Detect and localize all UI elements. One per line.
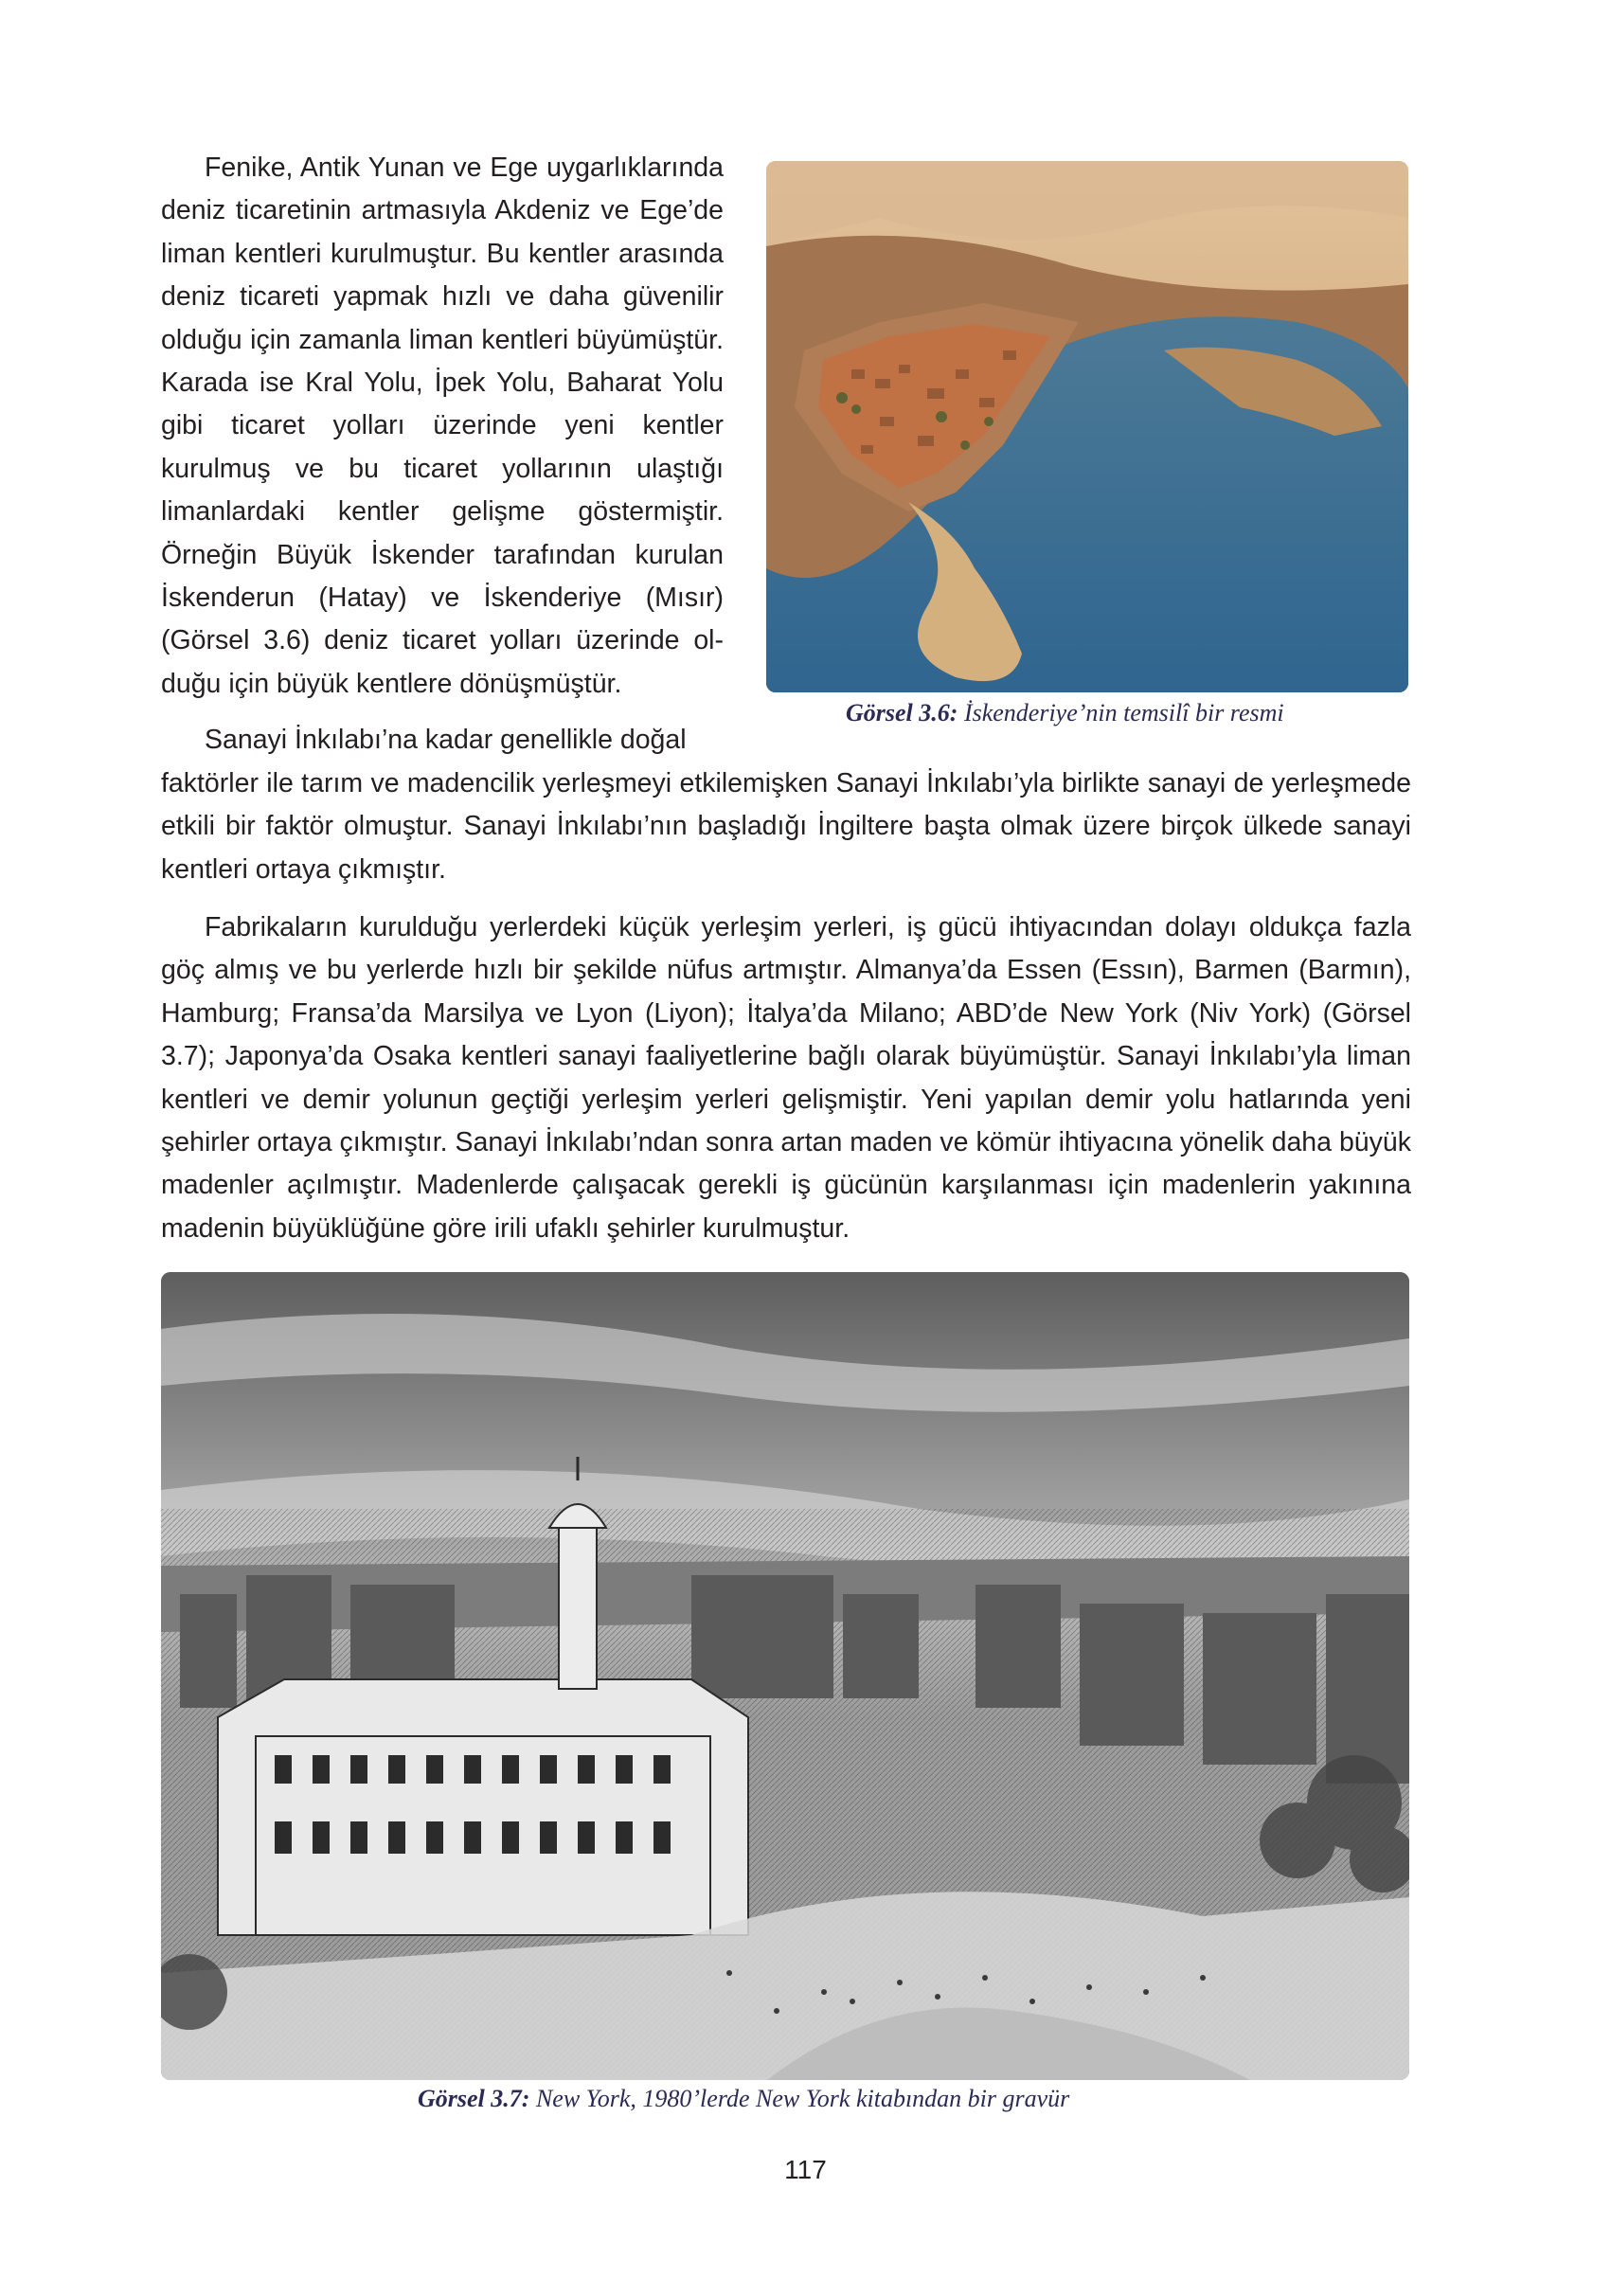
alexandria-illustration [766, 161, 1408, 692]
paragraph-industrial-revolution-rest: faktörler ile tarım ve madencilik yerleşmeyi etkilemişken Sanayi İnkılabı’yla birlikte sanayi de yerleşmede etkili bir faktör olmuştur. Sanayi İnkılabı’nın başladığı İngiltere başta olmak üzere birçok ülkede sanayi kentleri ortaya çıkmıştır. [161, 768, 1411, 885]
figure-label-3-7: Görsel 3.7: [418, 2085, 530, 2112]
paragraph-factory-cities: Fabrikaların kurulduğu yerlerdeki küçük yerleşim yerleri, iş gücü ihtiyacından dolayı oldukça fazla göç almış ve bu yerlerde hızlı bir şekilde nüfus artmıştır. Almanya’da Essen (Essın), Barmen (Barmın), Hamburg; Fransa’da Marsilya ve Lyon (Liyon); İtalya’da Milano; ABD’de New York (Niv York) (Görsel 3.7); Japonya’da Osaka kentleri sanayi faaliyetlerine bağlı olarak büyümüştür. Sanayi İnkılabı’yla liman kentleri ve demir yolunun geçtiği yerleşim yerleri gelişmiştir. Yeni yapılan demir yolu hatlarında yeni şehirler ortaya çıkmıştır. Sanayi İnkılabı’ndan sonra artan maden ve kömür ihtiyacına yönelik daha büyük madenler açılmıştır. Madenlerde çalışacak gerekli iş gücünün karşılanması için madenlerin yakınına madenin büyüklüğüne göre irili ufaklı şehirler kurulmuştur. [161, 912, 1411, 1244]
figure-label-3-6: Görsel 3.6: [846, 699, 958, 726]
page-number: 117 [784, 2155, 827, 2184]
paragraph-phoenicia-trade: Fenike, Antik Yunan ve Ege uygarlıklarında deniz ticaretinin artmasıyla Akdeniz ve Ege’de liman kentleri kurulmuştur. Bu kentler arasında deniz ticareti yapmak hızlı ve daha güvenilir olduğu için zamanla liman kentleri büyümüştür. Karada ise Kral Yolu, İpek Yolu, Baharat Yolu gibi ticaret yolları üzerinde yeni kentler kurulmuş ve bu ticaret yollarının ulaştığı limanlardaki kentler gelişme göstermiştir. Örneğin Büyük İskender tarafından kurulan İskenderun (Hatay) ve İskenderiye (Mısır) (Görsel 3.6) deniz ticaret yolları üzerinde olduğu için büyük kentlere dönüşmüştür. [161, 152, 724, 699]
new-york-engraving [161, 1272, 1409, 2080]
paragraph-industrial-revolution-start: Sanayi İnkılabı’na kadar genellikle doğal [205, 725, 687, 755]
figure-caption-text-3-6: İskenderiye’nin temsilî bir resmi [963, 699, 1284, 726]
figure-caption-3-7 [418, 2085, 1069, 2113]
figure-caption-3-6 [846, 699, 1284, 727]
new-york-engraving-drawing [161, 1272, 1409, 2080]
figure-caption-text-3-7: New York, 1980’lerde New York kitabından bir gravür [535, 2085, 1070, 2112]
alexandria-illustration-drawing [766, 161, 1408, 692]
